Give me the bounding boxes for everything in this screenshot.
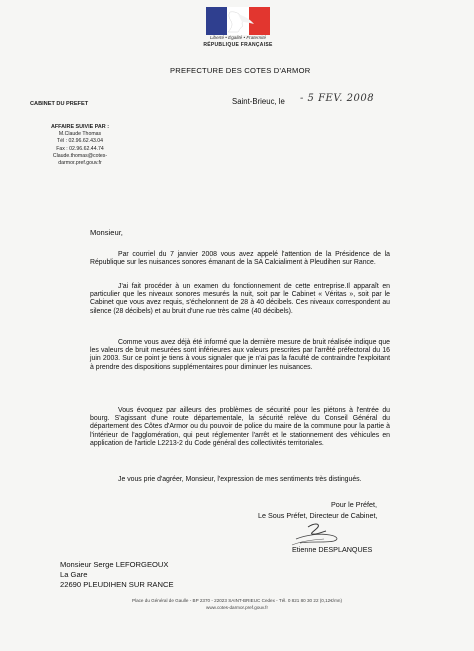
signature-line-1: Pour le Préfet,: [331, 500, 377, 509]
paragraph-4-text: Vous évoquez par ailleurs des problèmes de sécurité pour les piétons à l'entrée du bourg. S'agissant d'une route départementale, la sécurité relève du Conseil Général du département des Côtes d'Armor ou du pouvoir de police du maire de la commune pour la partie à l'intérieur de l'agglomération, qui peut réglementer l'arrêt et le stationnement des véhicules en application de l'article L2213-2 du Code général des collectivités territoriales.: [90, 407, 390, 447]
republic-motto: Liberté • Égalité • Fraternité: [209, 35, 267, 40]
cabinet-label: CABINET DU PREFET: [30, 101, 89, 107]
footer: [0, 597, 474, 611]
signature-line-2: Le Sous Préfet, Directeur de Cabinet,: [258, 511, 378, 520]
affaire-tel: Tél : 02.96.62.43.04: [56, 138, 104, 145]
paragraph-2-text: J'ai fait procéder à un examen du fonctionnement de cette entreprise.Il apparaît en particulier que les niveaux sonores mesurés la nuit, soit par le Cabinet « Véritas », soit par le Cabinet que vous avez requis, s'échelonnent de 28 à 40 décibels. Ces niveaux correspondent au silence (28 décibels) et au bruit d'une rue très calme (40 décibels).: [90, 283, 390, 315]
salutation: Monsieur,: [90, 228, 123, 237]
footer-address: Place du Général de Gaulle - BP 2370 - 22023 SAINT-BRIEUC Cedex - Tél. 0 821 80 30 22 (0,12€/mn): [132, 598, 342, 603]
paragraph-1-text: Par courriel du 7 janvier 2008 vous avez appelé l'attention de la Présidence de la République sur les nuisances sonores émanant de la SA Calcialiment à Pleudihen sur Rance.: [90, 251, 390, 267]
affaire-title: AFFAIRE SUIVIE PAR :: [50, 124, 109, 130]
paragraph-2: [90, 283, 390, 316]
paragraph-4: [90, 407, 390, 448]
paragraph-5: [90, 476, 390, 484]
recipient-street: La Gare: [60, 570, 88, 580]
affaire-fax: Fax : 02.96.62.44.74: [56, 145, 104, 152]
handwritten-date-stamp: - 5 FEV. 2008: [300, 93, 375, 104]
signer-name: Etienne DESPLANQUES: [292, 545, 373, 554]
recipient-name: Monsieur Serge LEFORGEOUX: [60, 560, 169, 569]
paragraph-1: [90, 251, 390, 267]
place-date: Saint-Brieuc, le: [232, 97, 285, 106]
affaire-name: M.Claude Thomas: [58, 131, 102, 138]
affaire-email-line2: darmor.pref.gouv.fr: [58, 160, 102, 167]
affaire-suivie-block: [30, 124, 130, 167]
affaire-email-line1: Claude.thomas@cotes-: [52, 152, 108, 159]
prefecture-title: PREFECTURE DES COTES D'ARMOR: [170, 66, 311, 75]
republic-name: RÉPUBLIQUE FRANÇAISE: [203, 42, 273, 48]
paragraph-5-text: Je vous prie d'agréer, Monsieur, l'expression de mes sentiments très distingués.: [118, 476, 362, 483]
recipient-city: 22690 PLEUDIHEN SUR RANCE: [60, 580, 174, 590]
recipient-address: [60, 560, 174, 591]
footer-website: www.cotes-darmor.pref.gouv.fr: [206, 605, 268, 610]
paragraph-3-text: Comme vous avez déjà été informé que la dernière mesure de bruit réalisée indique que les valeurs de bruit mesurées sont inférieures aux valeurs prescrites par l'arrêté préfectoral du 16 juin 2003. Sur ce point je tiens à vous signaler que je n'ai pas la faculté de contraindre l'exploitant à prendre des dispositions supplémentaires pour diminuer les nuisances.: [90, 339, 390, 371]
handwritten-signature: [290, 519, 350, 547]
paragraph-3: [90, 339, 390, 372]
marianne-profile-icon: [214, 10, 262, 34]
